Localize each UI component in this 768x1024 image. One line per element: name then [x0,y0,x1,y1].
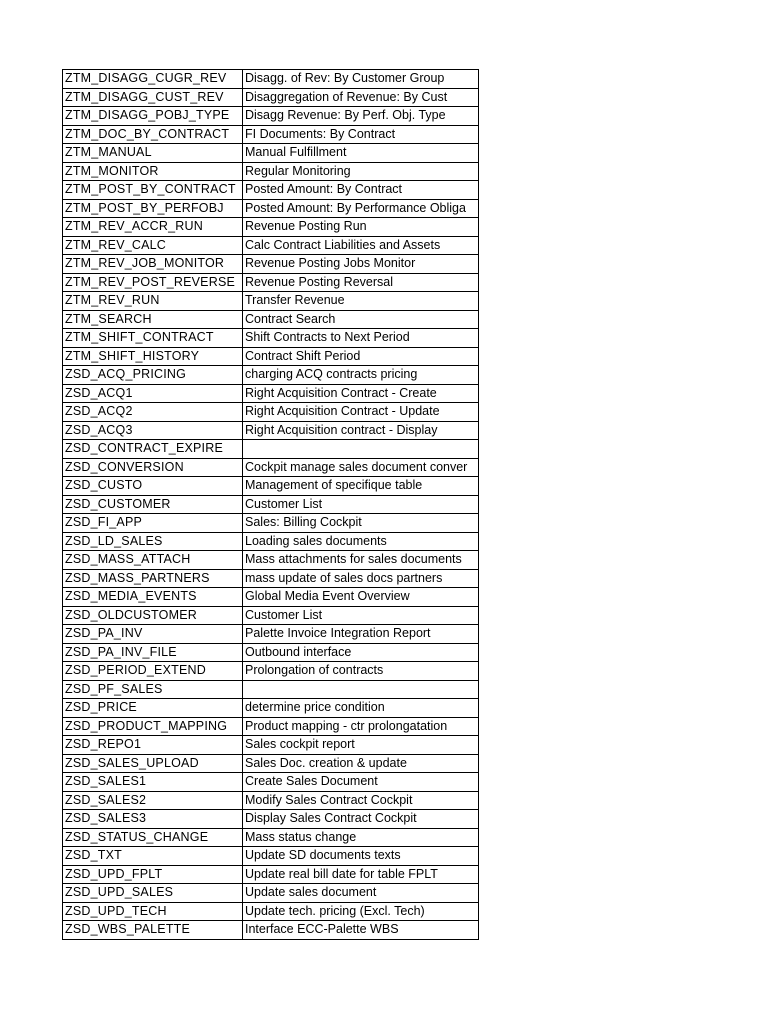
transaction-code-cell: ZSD_PA_INV_FILE [63,643,243,662]
description-cell: Regular Monitoring [243,162,479,181]
description-cell: Mass status change [243,828,479,847]
transaction-code-cell: ZSD_UPD_TECH [63,902,243,921]
table-row [63,532,479,551]
table-row [63,717,479,736]
description-cell: Sales: Billing Cockpit [243,514,479,533]
table-row [63,70,479,89]
transaction-code-cell: ZSD_CONTRACT_EXPIRE [63,440,243,459]
description-cell: Prolongation of contracts [243,662,479,681]
transaction-code-cell: ZSD_SALES3 [63,810,243,829]
table-row [63,551,479,570]
transaction-code-cell: ZSD_SALES1 [63,773,243,792]
transaction-code-cell: ZSD_SALES2 [63,791,243,810]
transaction-code-cell: ZSD_ACQ1 [63,384,243,403]
description-cell: Disaggregation of Revenue: By Cust [243,88,479,107]
transaction-code-cell: ZTM_POST_BY_CONTRACT [63,181,243,200]
transaction-code-cell: ZSD_CUSTOMER [63,495,243,514]
transaction-code-cell: ZTM_REV_RUN [63,292,243,311]
description-cell: Posted Amount: By Contract [243,181,479,200]
description-cell: Update real bill date for table FPLT [243,865,479,884]
table-row [63,921,479,940]
description-cell: Management of specifique table [243,477,479,496]
transaction-code-cell: ZSD_UPD_FPLT [63,865,243,884]
table-row [63,736,479,755]
description-cell: Interface ECC-Palette WBS [243,921,479,940]
description-cell [243,680,479,699]
description-cell: Contract Shift Period [243,347,479,366]
transaction-code-cell: ZSD_MASS_PARTNERS [63,569,243,588]
table-row [63,144,479,163]
description-cell: Contract Search [243,310,479,329]
description-cell: Palette Invoice Integration Report [243,625,479,644]
transaction-code-cell: ZSD_LD_SALES [63,532,243,551]
table-row [63,292,479,311]
table-row [63,754,479,773]
table-row [63,181,479,200]
table-row [63,791,479,810]
transaction-code-cell: ZSD_CUSTO [63,477,243,496]
transaction-code-table [62,69,479,940]
table-row [63,421,479,440]
transaction-code-cell: ZSD_SALES_UPLOAD [63,754,243,773]
transaction-code-cell: ZTM_REV_CALC [63,236,243,255]
description-cell: Outbound interface [243,643,479,662]
description-cell: Revenue Posting Jobs Monitor [243,255,479,274]
table-row [63,199,479,218]
description-cell: Modify Sales Contract Cockpit [243,791,479,810]
description-cell: mass update of sales docs partners [243,569,479,588]
description-cell: Product mapping - ctr prolongatation [243,717,479,736]
description-cell: Manual Fulfillment [243,144,479,163]
transaction-code-cell: ZSD_MASS_ATTACH [63,551,243,570]
table-row [63,329,479,348]
transaction-code-cell: ZTM_REV_JOB_MONITOR [63,255,243,274]
table-row [63,884,479,903]
table-row [63,384,479,403]
description-cell: Update SD documents texts [243,847,479,866]
transaction-code-cell: ZSD_WBS_PALETTE [63,921,243,940]
table-row [63,847,479,866]
table-row [63,88,479,107]
transaction-code-cell: ZSD_REPO1 [63,736,243,755]
description-cell: FI Documents: By Contract [243,125,479,144]
table-row [63,902,479,921]
transaction-code-cell: ZSD_TXT [63,847,243,866]
description-cell: Right Acquisition contract - Display [243,421,479,440]
transaction-code-cell: ZTM_DISAGG_CUGR_REV [63,70,243,89]
table-row [63,477,479,496]
description-cell: Customer List [243,606,479,625]
table-row [63,699,479,718]
description-cell: Update sales document [243,884,479,903]
description-cell: Revenue Posting Reversal [243,273,479,292]
table-row [63,255,479,274]
table-row [63,458,479,477]
transaction-code-cell: ZTM_POST_BY_PERFOBJ [63,199,243,218]
description-cell: Customer List [243,495,479,514]
description-cell: Shift Contracts to Next Period [243,329,479,348]
table-row [63,828,479,847]
description-cell: Sales Doc. creation & update [243,754,479,773]
table-row [63,310,479,329]
description-cell: Global Media Event Overview [243,588,479,607]
description-cell: Mass attachments for sales documents [243,551,479,570]
transaction-code-cell: ZTM_REV_POST_REVERSE [63,273,243,292]
transaction-code-cell: ZTM_DOC_BY_CONTRACT [63,125,243,144]
description-cell: Sales cockpit report [243,736,479,755]
table-row [63,440,479,459]
description-cell: Update tech. pricing (Excl. Tech) [243,902,479,921]
transaction-code-cell: ZTM_MONITOR [63,162,243,181]
table-row [63,865,479,884]
table-row [63,347,479,366]
table-row [63,606,479,625]
description-cell: Create Sales Document [243,773,479,792]
table-row [63,107,479,126]
description-cell: Disagg. of Rev: By Customer Group [243,70,479,89]
description-cell: Transfer Revenue [243,292,479,311]
transaction-code-cell: ZSD_PF_SALES [63,680,243,699]
transaction-code-cell: ZSD_PRICE [63,699,243,718]
transaction-code-cell: ZSD_PA_INV [63,625,243,644]
description-cell: Revenue Posting Run [243,218,479,237]
transaction-code-cell: ZTM_SHIFT_HISTORY [63,347,243,366]
table-row [63,625,479,644]
transaction-code-cell: ZTM_MANUAL [63,144,243,163]
transaction-code-table-body [63,70,479,940]
transaction-code-cell: ZSD_UPD_SALES [63,884,243,903]
table-row [63,273,479,292]
transaction-code-cell: ZSD_ACQ2 [63,403,243,422]
table-row [63,495,479,514]
description-cell: Posted Amount: By Performance Obliga [243,199,479,218]
table-row [63,514,479,533]
transaction-code-cell: ZSD_ACQ_PRICING [63,366,243,385]
description-cell: Disagg Revenue: By Perf. Obj. Type [243,107,479,126]
transaction-code-cell: ZSD_CONVERSION [63,458,243,477]
description-cell: Loading sales documents [243,532,479,551]
table-row [63,810,479,829]
transaction-code-cell: ZSD_FI_APP [63,514,243,533]
description-cell: charging ACQ contracts pricing [243,366,479,385]
transaction-code-cell: ZTM_REV_ACCR_RUN [63,218,243,237]
description-cell: Display Sales Contract Cockpit [243,810,479,829]
table-row [63,236,479,255]
transaction-code-cell: ZTM_SHIFT_CONTRACT [63,329,243,348]
transaction-code-cell: ZSD_MEDIA_EVENTS [63,588,243,607]
table-row [63,125,479,144]
transaction-code-cell: ZSD_STATUS_CHANGE [63,828,243,847]
table-row [63,662,479,681]
description-cell: Cockpit manage sales document conver [243,458,479,477]
table-row [63,366,479,385]
description-cell: Right Acquisition Contract - Create [243,384,479,403]
description-cell [243,440,479,459]
transaction-code-cell: ZSD_OLDCUSTOMER [63,606,243,625]
transaction-code-cell: ZTM_DISAGG_POBJ_TYPE [63,107,243,126]
transaction-code-cell: ZSD_ACQ3 [63,421,243,440]
table-row [63,588,479,607]
table-row [63,569,479,588]
transaction-code-cell: ZSD_PRODUCT_MAPPING [63,717,243,736]
transaction-code-cell: ZTM_SEARCH [63,310,243,329]
table-row [63,162,479,181]
transaction-code-cell: ZTM_DISAGG_CUST_REV [63,88,243,107]
description-cell: determine price condition [243,699,479,718]
table-row [63,643,479,662]
transaction-code-cell: ZSD_PERIOD_EXTEND [63,662,243,681]
table-row [63,773,479,792]
description-cell: Calc Contract Liabilities and Assets [243,236,479,255]
table-row [63,403,479,422]
table-row [63,218,479,237]
description-cell: Right Acquisition Contract - Update [243,403,479,422]
table-row [63,680,479,699]
